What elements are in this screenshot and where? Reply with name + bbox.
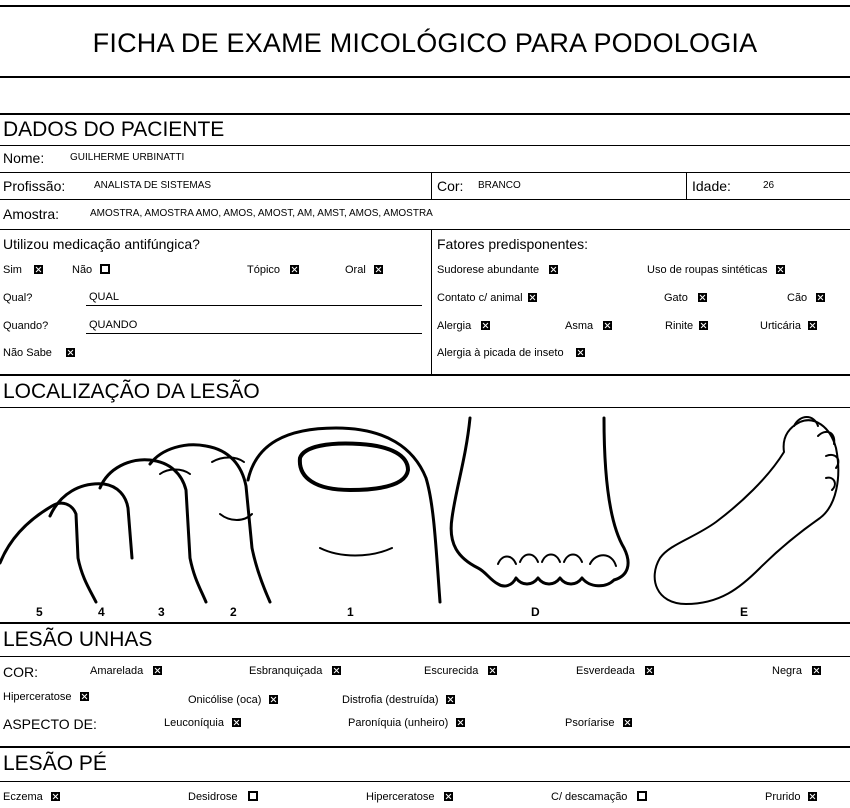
med-oral-checkbox[interactable] — [374, 265, 383, 274]
row-rule — [0, 199, 850, 200]
checkbox[interactable] — [488, 666, 497, 675]
top-rule — [0, 5, 850, 7]
sample-value: AMOSTRA, AMOSTRA AMO, AMOS, AMOST, AM, AMST, AMOS, AMOSTRA — [90, 208, 433, 219]
sample-label: Amostra: — [3, 206, 60, 222]
toe-label: 1 — [347, 605, 354, 619]
med-yes-checkbox[interactable] — [34, 265, 43, 274]
toe-label: 3 — [158, 605, 165, 619]
med-unknown: Não Sabe — [3, 347, 75, 360]
nail-psoriasis: Psoríarise — [565, 717, 632, 730]
toe-1-shape — [248, 428, 440, 602]
nail-color-black: Negra — [772, 665, 821, 678]
foot-dyshidrosis: Desidrose — [188, 791, 258, 804]
factor-sweat-checkbox[interactable] — [549, 265, 558, 274]
med-no-checkbox[interactable] — [100, 264, 110, 274]
cell-divider — [686, 172, 687, 199]
foot-d-shape — [451, 418, 628, 586]
factor-rhinitis-checkbox[interactable] — [699, 321, 708, 330]
factor-cat: Gato — [664, 292, 707, 305]
nail-color-yellowish: Amarelada — [90, 665, 162, 678]
profession-label: Profissão: — [3, 178, 66, 194]
when-label: Quando? — [3, 320, 49, 332]
nail-aspect-label: ASPECTO DE: — [3, 716, 97, 732]
factor-cat-checkbox[interactable] — [698, 293, 707, 302]
section-rule — [0, 374, 850, 376]
factor-insect-checkbox[interactable] — [576, 348, 585, 357]
checkbox[interactable] — [332, 666, 341, 675]
row-rule — [0, 781, 850, 782]
section-rule — [0, 113, 850, 115]
medication-heading: Utilizou medicação antifúngica? — [3, 236, 200, 252]
foot-illustration — [0, 408, 850, 624]
factor-animal: Contato c/ animal — [437, 292, 537, 305]
med-topical-checkbox[interactable] — [290, 265, 299, 274]
nail-hyperkeratosis: Hiperceratose — [3, 691, 89, 704]
checkbox[interactable] — [248, 791, 258, 801]
age-value: 26 — [763, 180, 775, 191]
big-toenail — [300, 444, 408, 490]
title-rule — [0, 76, 850, 78]
med-oral: Oral — [345, 264, 383, 277]
foot-e-shape — [655, 420, 839, 604]
color-value: BRANCO — [478, 180, 521, 191]
when-value: QUANDO — [89, 319, 138, 331]
which-value: QUAL — [89, 291, 119, 303]
row-rule — [0, 229, 850, 230]
when-underline — [86, 333, 422, 334]
age-label: Idade: — [692, 178, 731, 194]
factor-synthetic: Uso de roupas sintéticas — [647, 264, 785, 277]
checkbox[interactable] — [623, 718, 632, 727]
nail-onycholysis: Onicólise (oca) — [188, 694, 278, 707]
factor-animal-checkbox[interactable] — [528, 293, 537, 302]
cell-divider — [431, 172, 432, 199]
row-rule — [0, 172, 850, 173]
checkbox[interactable] — [269, 695, 278, 704]
toe-5-shape — [0, 503, 96, 602]
foot-e-label: E — [740, 605, 749, 619]
column-divider — [431, 229, 432, 375]
toe-label: 4 — [98, 605, 105, 619]
profession-value: ANALISTA DE SISTEMAS — [94, 180, 212, 191]
checkbox[interactable] — [153, 666, 162, 675]
which-label: Qual? — [3, 292, 33, 304]
factor-dog-checkbox[interactable] — [816, 293, 825, 302]
med-yes: Sim — [3, 264, 43, 277]
location-section-title: LOCALIZAÇÃO DA LESÃO — [3, 380, 260, 403]
color-label: Cor: — [437, 178, 464, 194]
factor-urticaria-checkbox[interactable] — [808, 321, 817, 330]
nail-dystrophy: Distrofia (destruída) — [342, 694, 455, 707]
page-title: FICHA DE EXAME MICOLÓGICO PARA PODOLOGIA — [92, 28, 758, 58]
nail-paronychia: Paroníquia (unheiro) — [348, 717, 465, 730]
section-rule — [0, 622, 850, 624]
foot-eczema: Eczema — [3, 791, 60, 804]
section-rule — [0, 746, 850, 748]
toe-3-shape — [100, 460, 206, 602]
med-unknown-checkbox[interactable] — [66, 348, 75, 357]
factor-allergy: Alergia — [437, 320, 490, 333]
toe-label: 5 — [36, 605, 43, 619]
factor-asthma-checkbox[interactable] — [603, 321, 612, 330]
patient-section-title: DADOS DO PACIENTE — [3, 118, 225, 141]
toe-4-shape — [50, 484, 132, 558]
checkbox[interactable] — [51, 792, 60, 801]
foot-scaling: C/ descamação — [551, 791, 647, 804]
factor-allergy-checkbox[interactable] — [481, 321, 490, 330]
foot-pruritus: Prurido — [765, 791, 817, 804]
checkbox[interactable] — [444, 792, 453, 801]
which-underline — [86, 305, 422, 306]
row-rule — [0, 145, 850, 146]
med-topical: Tópico — [247, 264, 299, 277]
nail-color-whitish: Esbranquiçada — [249, 665, 341, 678]
checkbox[interactable] — [808, 792, 817, 801]
nail-leukonychia: Leuconíquia — [164, 717, 241, 730]
checkbox[interactable] — [446, 695, 455, 704]
row-rule — [0, 656, 850, 657]
foot-section-title: LESÃO PÉ — [3, 752, 107, 775]
factor-rhinitis: Rinite — [665, 320, 708, 333]
factor-urticaria: Urticária — [760, 320, 817, 333]
nail-color-darkened: Escurecida — [424, 665, 497, 678]
foot-d-label: D — [531, 605, 540, 619]
toe-label: 2 — [230, 605, 237, 619]
factor-insect: Alergia à picada de inseto — [437, 347, 585, 360]
name-label: Nome: — [3, 150, 45, 166]
factor-dog: Cão — [787, 292, 825, 305]
factor-asthma: Asma — [565, 320, 612, 333]
checkbox[interactable] — [232, 718, 241, 727]
nail-color-label: COR: — [3, 664, 38, 680]
checkbox[interactable] — [456, 718, 465, 727]
nails-section-title: LESÃO UNHAS — [3, 628, 153, 651]
name-value: GUILHERME URBINATTI — [70, 152, 185, 163]
foot-hyperkeratosis: Hiperceratose — [366, 791, 453, 804]
checkbox[interactable] — [645, 666, 654, 675]
checkbox[interactable] — [812, 666, 821, 675]
factor-sweat: Sudorese abundante — [437, 264, 558, 277]
med-no: Não — [72, 264, 110, 277]
checkbox[interactable] — [80, 692, 89, 701]
nail-color-greenish: Esverdeada — [576, 665, 654, 678]
checkbox[interactable] — [637, 791, 647, 801]
factor-synthetic-checkbox[interactable] — [776, 265, 785, 274]
factors-heading: Fatores predisponentes: — [437, 236, 588, 252]
